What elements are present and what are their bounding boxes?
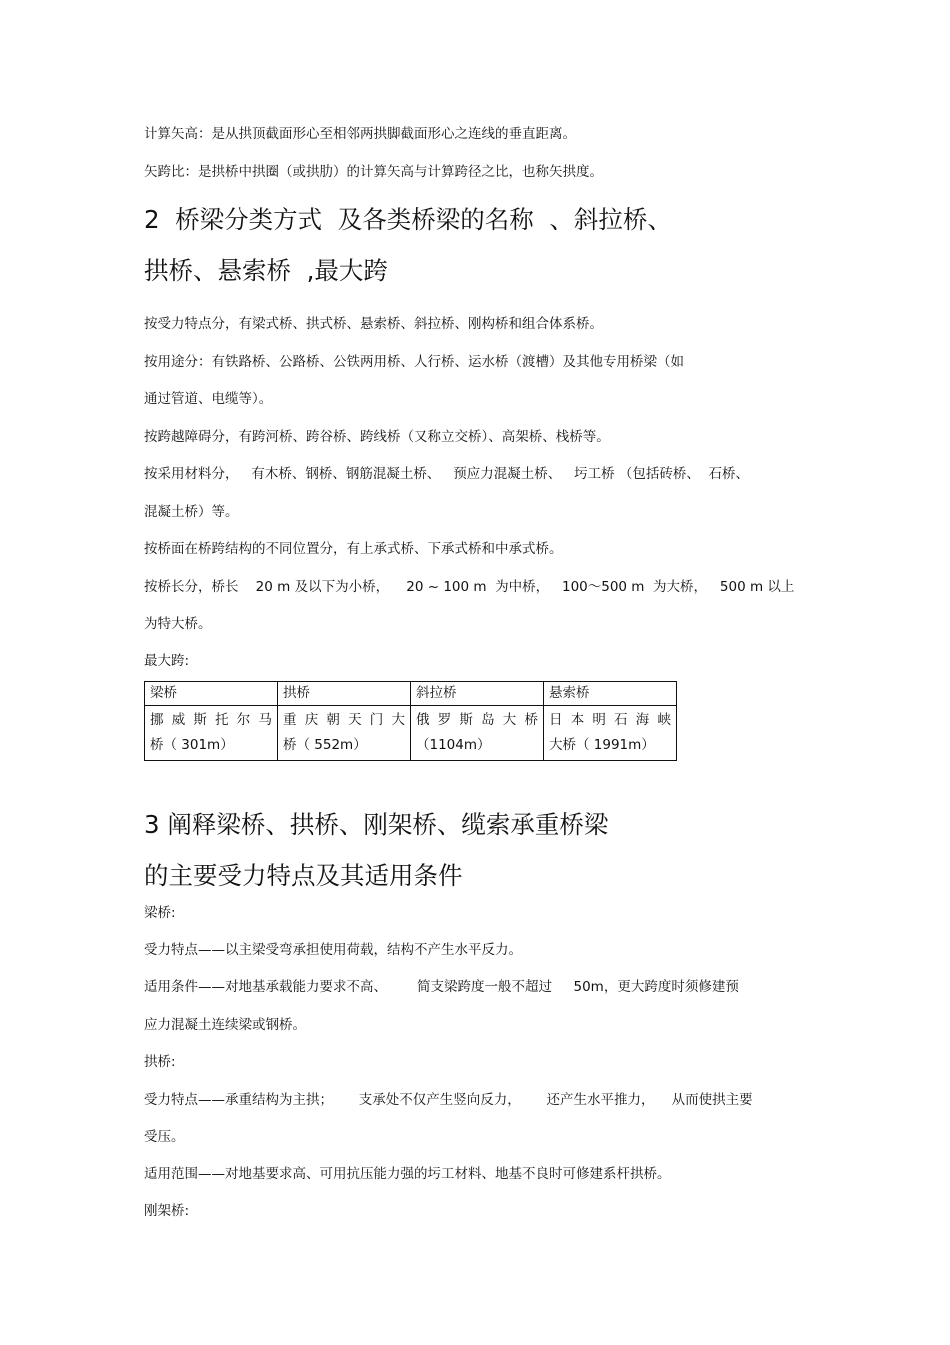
text-line: 通过管道、电缆等）。 — [144, 391, 273, 407]
text-line: 混凝土桥）等。 — [144, 504, 239, 520]
text-line: 为特大桥。 — [144, 616, 212, 632]
text-line: 受力特点——以主梁受弯承担使用荷载，结构不产生水平反力。 — [144, 942, 522, 958]
paragraph-rise-span-ratio: 矢跨比：是拱桥中拱圈（或拱肋）的计算矢高与计算跨径之比，也称矢拱度。 — [144, 164, 603, 180]
table-header-cell: 悬索桥 — [544, 682, 677, 706]
paragraph-arch-rise: 计算矢高：是从拱顶截面形心至相邻两拱脚截面形心之连线的垂直距离。 — [144, 126, 576, 142]
heading-section-2-cont: 拱桥、悬索桥 ,最大跨 — [144, 256, 388, 285]
text-line: 受压。 — [144, 1129, 185, 1145]
text-line: 最大跨: — [144, 653, 190, 669]
text-line: 拱桥: — [144, 1054, 176, 1070]
table-header-cell: 拱桥 — [278, 682, 411, 706]
text-line: 按受力特点分，有梁式桥、拱式桥、悬索桥、斜拉桥、刚构桥和组合体系桥。 — [144, 316, 603, 332]
text-line: 按用途分：有铁路桥、公路桥、公铁两用桥、人行桥、运水桥（渡槽）及其他专用桥梁（如 — [144, 354, 684, 370]
table-header-cell: 梁桥 — [145, 682, 278, 706]
text-line: 按桥长分，桥长 20 m 及以下为小桥， 20 ~ 100 m 为中桥， 100～500 m 为大桥， 500 m 以上 — [144, 579, 795, 595]
table-row — [145, 706, 677, 761]
text-line: 受力特点——承重结构为主拱； 支承处不仅产生竖向反力， 还产生水平推力， 从而使拱主要 — [144, 1092, 753, 1108]
heading-section-3-cont: 的主要受力特点及其适用条件 — [144, 861, 463, 890]
table-cell: 日本明石海峡 大桥（ 1991m） — [544, 706, 677, 761]
max-span-table — [144, 681, 677, 761]
text-line: 按跨越障碍分，有跨河桥、跨谷桥、跨线桥（又称立交桥）、高架桥、栈桥等。 — [144, 429, 610, 445]
text-line: 应力混凝土连续梁或钢桥。 — [144, 1017, 306, 1033]
text-line: 适用范围——对地基要求高、可用抗压能力强的圬工材料、地基不良时可修建系杆拱桥。 — [144, 1166, 671, 1182]
table-header-row — [145, 682, 677, 706]
text-line: 按桥面在桥跨结构的不同位置分，有上承式桥、下承式桥和中承式桥。 — [144, 541, 563, 557]
text-line: 适用条件——对地基承载能力要求不高、 简支梁跨度一般不超过 50m，更大跨度时须修建预 — [144, 979, 739, 995]
text-line: 刚架桥: — [144, 1203, 190, 1219]
table-header-cell: 斜拉桥 — [411, 682, 544, 706]
table-cell: 挪威斯托尔马 桥（ 301m） — [145, 706, 278, 761]
table-cell: 俄罗斯岛大桥 （1104m） — [411, 706, 544, 761]
heading-section-3: 3 阐释梁桥、拱桥、刚架桥、缆索承重桥梁 — [144, 810, 609, 839]
text-line: 梁桥: — [144, 905, 176, 921]
table-cell: 重庆朝天门大 桥（ 552m） — [278, 706, 411, 761]
heading-section-2: 2 桥梁分类方式 及各类桥梁的名称 、斜拉桥、 — [144, 205, 672, 234]
text-line: 按采用材料分， 有木桥、钢桥、钢筋混凝土桥、 预应力混凝土桥、 圬工桥 （包括砖桥、 石桥、 — [144, 466, 749, 482]
